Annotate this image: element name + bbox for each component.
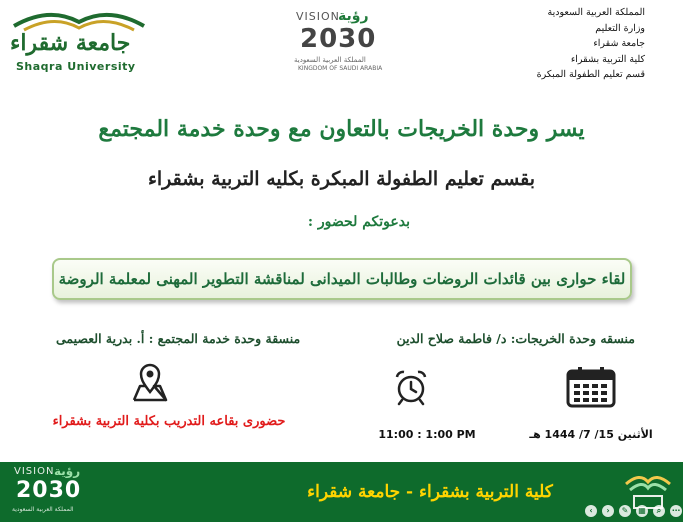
footer-vision-arabic: رؤية: [54, 464, 81, 478]
zoom-button[interactable]: ⌕: [653, 505, 665, 517]
institution-line: كلية التربية بشقراء: [570, 53, 645, 65]
university-logo-latin: Shaqra University: [16, 60, 136, 73]
footer-vision-label: VISION: [14, 466, 55, 477]
vision-line-ar: المملكة العربية السعودية: [294, 56, 366, 64]
institution-line: جامعة شقراء: [593, 38, 645, 50]
institution-line: وزارة التعليم: [595, 22, 645, 34]
graduates-coordinator: منسقه وحدة الخريجات: د/ فاطمة صلاح الدين: [396, 331, 635, 346]
vision-line-en: KINGDOM OF SAUDI ARABIA: [298, 65, 383, 72]
institution-line: المملكة العربية السعودية: [547, 7, 645, 18]
invite-label: بدعوتكم لحضور :: [307, 214, 410, 230]
event-location: حضورى بقاعه التدريب بكلية التربية بشقراء: [52, 414, 286, 429]
event-banner: [52, 258, 632, 300]
event-time: 11:00 : 1:00 PM: [378, 428, 476, 441]
footer-vision-line: المملكة العربية السعودية: [12, 506, 74, 513]
department-subtitle: بقسم تعليم الطفولة المبكرة بكليه التربية بشقراء: [147, 168, 536, 190]
institution-line: قسم تعليم الطفولة المبكرة: [536, 69, 645, 81]
vision-label: VISION: [296, 10, 340, 23]
vision-year: 2030: [300, 24, 377, 54]
more-options-button[interactable]: ⋯: [672, 506, 680, 515]
footer-vision-logo: [10, 466, 96, 518]
event-date: الأثنين 15/ 7/ 1444 هـ: [529, 428, 653, 441]
institution-block: [505, 5, 645, 83]
footer-college-text: كلية التربية بشقراء - جامعة شقراء: [307, 482, 553, 502]
calendar-icon: [566, 366, 616, 408]
invitation-title: يسر وحدة الخريجات بالتعاون مع وحدة خدمة المجتمع: [98, 116, 585, 142]
slides-button[interactable]: ▦: [636, 505, 648, 517]
university-logo-arabic: جامعة شقراء: [10, 30, 131, 56]
university-logo: [4, 4, 154, 74]
alarm-clock-icon: [392, 368, 430, 406]
prev-slide-button[interactable]: ‹: [585, 505, 597, 517]
event-title: لقاء حوارى بين قائدات الروضات وطالبات الميدانى لمناقشة التطوير المهنى لمعلمة الروضة: [58, 270, 626, 288]
vision-2030-logo: [292, 10, 388, 72]
pen-tool-button[interactable]: ✎: [619, 505, 631, 517]
next-slide-button[interactable]: ›: [602, 505, 614, 517]
vision-arabic: رؤية: [338, 8, 369, 24]
presentation-controls: [506, 505, 682, 519]
community-coordinator: منسقة وحدة خدمة المجتمع : أ. بدرية العصيمى: [56, 331, 301, 346]
map-pin-icon: [128, 360, 172, 404]
footer-vision-year: 2030: [16, 478, 82, 503]
